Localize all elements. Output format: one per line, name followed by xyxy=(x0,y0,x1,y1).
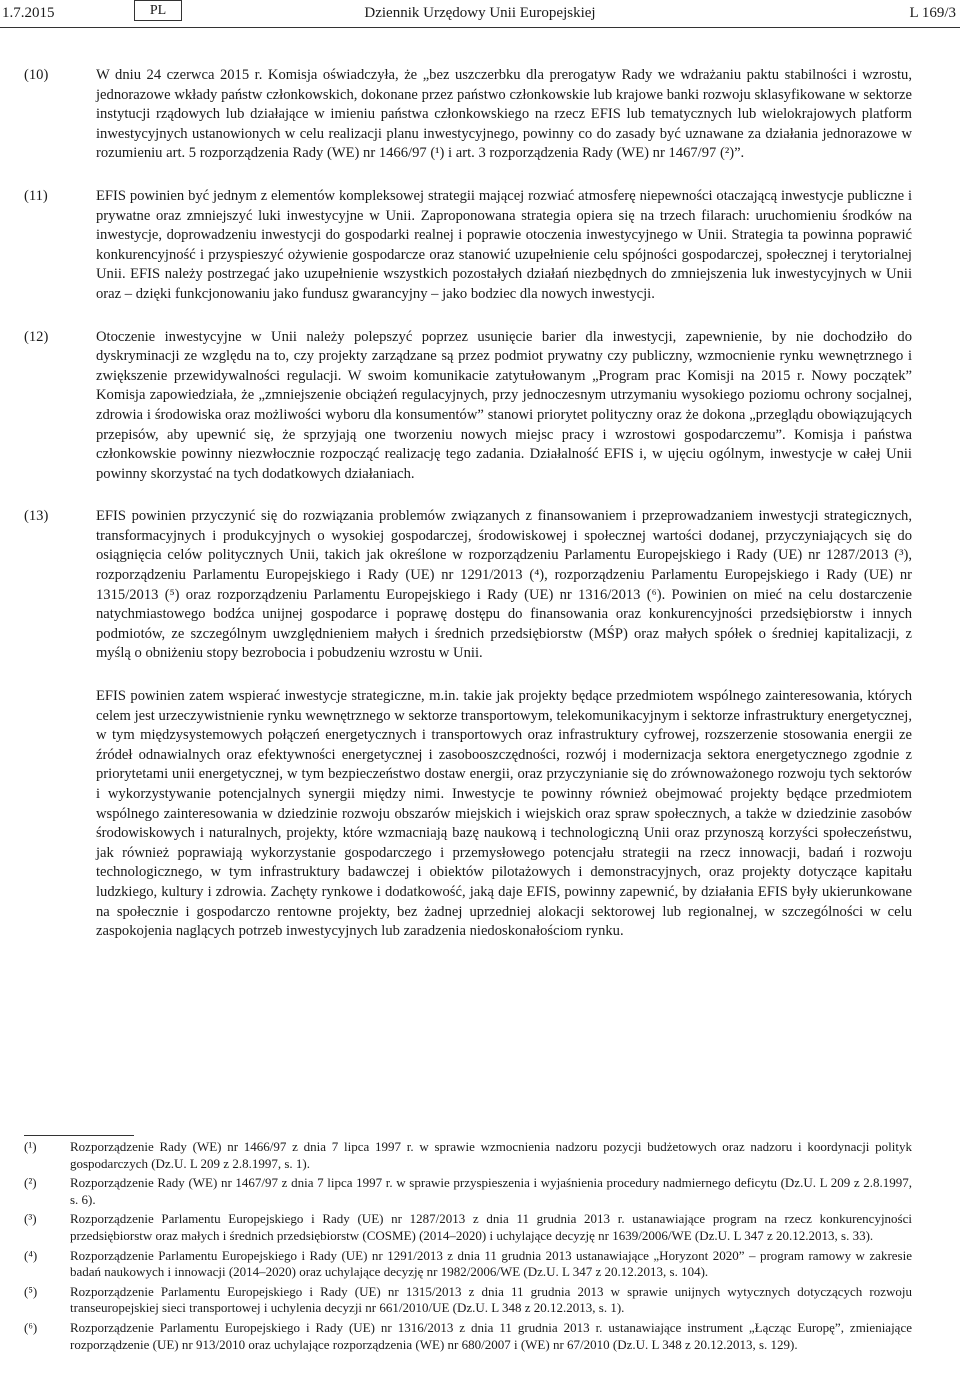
footnote-6 xyxy=(24,1320,912,1353)
recital-text: W dniu 24 czerwca 2015 r. Komisja oświadczyła, że „bez uszczerbku dla prerogatyw Rady we wdrażaniu paktu stabilności i wzrostu, jednorazowe wkłady państw członkowskich, dokonane przez państwo członkowskie lub krajowe banki rozwoju sklasyfikowane w sektorze instytucji rządowych lub działające w imieniu państwa członkowskiego na rzecz EFIS lub tematycznych lub wielokrajowych platform inwestycyjnych ustanowionych w celu realizacji planu inwestycyjnego, powinny co do zasady być uznawane za działania jednorazowe w rozumieniu art. 5 rozporządzenia Rady (WE) nr 1466/97 (¹) i art. 3 rozporządzenia Rady (WE) nr 1467/97 (²)”. xyxy=(96,67,912,162)
footnote-1 xyxy=(24,1139,912,1172)
recital-13-continuation xyxy=(24,687,912,942)
footnote-mark: (⁵) xyxy=(24,1283,38,1299)
footnote-3 xyxy=(24,1211,912,1244)
publication-date: 1.7.2015 xyxy=(2,5,55,21)
footnote-5 xyxy=(24,1284,912,1317)
recital-text: EFIS powinien być jednym z elementów kompleksowej strategii mającej rozwiać atmosferę niepewności otaczającą inwestycje publiczne i prywatne oraz zmniejszyć luki inwestycyjne w Unii. Zaproponowana strategia opiera się na trzech filarach: uruchomieniu środków na inwestycje, doprowadzeniu inwestycji do gospodarki realnej i poprawie otoczenia inwestycyjnego w Unii. Strategia ta powinna poprawić konkurencyjność i przyspieszyć ożywienie gospodarcze oraz stanowić uzupełnienie celu spójności gospodarczej, społecznej i terytorialnej Unii. EFIS należy postrzegać jako uzupełnienie wszystkich pozostałych działań niezbędnych do zmniejszenia luk inwestycyjnych w Unii oraz – dzięki funkcjonowaniu jako fundusz gwarancyjny – jako bodziec dla nowych inwestycji. xyxy=(96,187,912,302)
footnote-mark: (⁴) xyxy=(24,1247,38,1263)
footnote-text: Rozporządzenie Rady (WE) nr 1467/97 z dnia 7 lipca 1997 r. w sprawie przyspieszenia i wyjaśnienia procedury nadmiernego deficytu (Dz.U. L 209 z 2.8.1997, s. 6). xyxy=(70,1175,912,1207)
recital-text: EFIS powinien zatem wspierać inwestycje strategiczne, m.in. takie jak projekty będące przedmiotem wspólnego zainteresowania, których celem jest urzeczywistnienie rynku wewnętrznego w sektorze transportowym, telekomunikacyjnym i sektorze infrastruktury energetycznej, w tym międzysystemowych połączeń energetycznych i transportowych oraz infrastruktury cyfrowej, rozszerzenie stosowania energii ze źródeł odnawialnych oraz efektywności energetycznej i zasobooszczędności, rozwój i modernizacja sektora energetycznego zgodnie z priorytetami unii energetycznej, w tym bezpieczeństwo dostaw energii, oraz przyczynianie się do zrównoważonego rozwoju tych sektorów i wykorzystywanie potencjalnych synergii między nimi. Inwestycje te powinny również obejmować projekty będące przedmiotem wspólnego zainteresowania w dziedzinie rozwoju obszarów miejskich i wiejskich oraz spraw społecznych, a także w dziedzinie zasobów środowiskowych i naturalnych, projekty, które wzmacniają bazę naukową i technologiczną Unii oraz przynoszą korzyści społeczeństwu, jak również poprawiają wykorzystanie gospodarczego i przemysłowego potencjału strategii na rzecz innowacji, badań i rozwoju technologicznego, w tym infrastruktury badawczej i obiektów pilotażowych i demonstracyjnych, oraz projekty dotyczące kapitału ludzkiego, kultury i zdrowia. Zachęty rynkowe i dodatkowość, jaką daje EFIS, powinny zapewnić, by działania EFIS były ukierunkowane na społecznie i gospodarczo rentowne projekty, bez żadnej uprzedniej alokacji sektorowej lub regionalnej, w szczególności w celu zaspokojenia naglących potrzeb inwestycyjnych lub zaradzenia niedoskonałościom rynku. xyxy=(96,688,912,940)
recital-12 xyxy=(24,328,912,485)
footnote-text: Rozporządzenie Parlamentu Europejskiego i Rady (UE) nr 1287/2013 z dnia 11 grudnia 2013 r. ustanawiające program na rzecz konkurencyjności przedsiębiorstw oraz małych i średnich przedsiębiorstw (COSME) (2014–2020) i uchylające decyzję nr 1639/2006/WE (Dz.U. L 347 z 20.12.2013, s. 33). xyxy=(70,1211,912,1243)
footnote-mark: (⁶) xyxy=(24,1319,38,1335)
journal-title: Dziennik Urzędowy Unii Europejskiej xyxy=(364,5,596,21)
footnote-text: Rozporządzenie Rady (WE) nr 1466/97 z dnia 7 lipca 1997 r. w sprawie wzmocnienia nadzoru pozycji budżetowych oraz nadzoru i koordynacji polityk gospodarczych (Dz.U. L 209 z 2.8.1997, s. 1). xyxy=(70,1139,912,1171)
recital-10 xyxy=(24,66,912,164)
recital-13 xyxy=(24,507,912,664)
recital-text: Otoczenie inwestycyjne w Unii należy polepszyć poprzez usunięcie barier dla inwestycji, zapewnienie, by nie dochodziło do dyskryminacji ze względu na to, czy projekty zarządzane są przez podmiot prywatny czy publiczny, wzmocnienie rynku wewnętrznego i zwiększenie przewidywalności regulacji. W swoim komunikacie zatytułowanym „Program prac Komisji na 2015 r. Nowy początek” Komisja zapowiedziała, że „zmniejszenie obciążeń regulacyjnych, przy jednoczesnym utrzymaniu wysokiego poziomu ochrony socjalnej, zdrowia i środowiska oraz możliwości wyboru dla konsumentów” stanowi priorytet polityczny oraz że dokona „przeglądu obowiązujących przepisów, aby upewnić się, że sprzyjają one tworzeniu nowych miejsc pracy i wzrostowi gospodarczemu”. Komisja i państwa członkowskie powinny niezwłocznie rozpocząć realizację tego zadania. Działalność EFIS i, w ujęciu ogólnym, inwestycje w całej Unii powinny skorzystać na tych dodatkowych działaniach. xyxy=(96,328,912,482)
footnotes xyxy=(24,1139,912,1356)
recital-text: EFIS powinien przyczynić się do rozwiązania problemów związanych z finansowaniem i przeprowadzaniem inwestycji strategicznych, transformacyjnych i produkcyjnych o wysokiej gospodarczej, środowiskowej i społecznej wartości dodanej, przyczyniających się do osiągnięcia celów politycznych Unii, takich jak określone w rozporządzeniu Parlamentu Europejskiego i Rady (UE) nr 1287/2013 (³), rozporządzeniu Parlamentu Europejskiego i Rady (UE) nr 1291/2013 (⁴), rozporządzeniu Parlamentu Europejskiego i Rady (UE) nr 1315/2013 (⁵) oraz rozporządzeniu Parlamentu Europejskiego i Rady (UE) nr 1316/2013 (⁶). Powinien on mieć na celu dostarczenie natychmiastowego bodźca unijnej gospodarce i poprawę dostępu do finansowania oraz konkurencyjności przedsiębiorstw i innych podmiotów, ze szczególnym uwzględnieniem małych i średnich przedsiębiorstw (MŚP) oraz małych spółek o średniej kapitalizacji, z myślą o obniżeniu stopy bezrobocia i pobudzeniu wzrostu w Unii. xyxy=(96,508,912,662)
recital-number: (13) xyxy=(24,508,49,525)
recital-number: (11) xyxy=(24,187,48,204)
recital-number: (10) xyxy=(24,67,49,83)
footnote-mark: (³) xyxy=(24,1211,37,1227)
footnote-4 xyxy=(24,1248,912,1281)
footnote-text: Rozporządzenie Parlamentu Europejskiego i Rady (UE) nr 1316/2013 z dnia 11 grudnia 2013 r. ustanawiające instrument „Łącząc Europę”, zmieniające rozporządzenie (UE) nr 913/2010 oraz uchylające rozporządzenia (WE) nr 680/2007 i (WE) nr 67/2010 (Dz.U. L 348 z 20.12.2013, s. 129). xyxy=(70,1319,912,1352)
footnote-divider xyxy=(24,1135,134,1136)
footnote-2 xyxy=(24,1175,912,1208)
recital-number: (12) xyxy=(24,328,49,345)
footnote-text: Rozporządzenie Parlamentu Europejskiego i Rady (UE) nr 1291/2013 z dnia 11 grudnia 2013 ustanawiające „Horyzont 2020” – program ramowy w zakresie badań naukowych i innowacji (2014–2020) oraz uchylające decyzję nr 1982/2006/WE (Dz.U. L 347 z 20.12.2013, s. 104). xyxy=(70,1247,912,1280)
recital-11 xyxy=(24,187,912,305)
language-badge: PL xyxy=(134,0,182,21)
header-divider xyxy=(0,27,960,28)
page-number: L 169/3 xyxy=(909,5,956,21)
page-header xyxy=(0,0,960,26)
footnote-text: Rozporządzenie Parlamentu Europejskiego i Rady (UE) nr 1315/2013 z dnia 11 grudnia 2013 w sprawie unijnych wytycznych dotyczących rozwoju transeuropejskiej sieci transportowej i uchylenia decyzji nr 661/2010/UE (Dz.U. L 348 z 20.12.2013, s. 1). xyxy=(70,1283,912,1316)
footnote-mark: (¹) xyxy=(24,1139,37,1154)
document-body xyxy=(24,66,912,965)
footnote-mark: (²) xyxy=(24,1175,37,1191)
